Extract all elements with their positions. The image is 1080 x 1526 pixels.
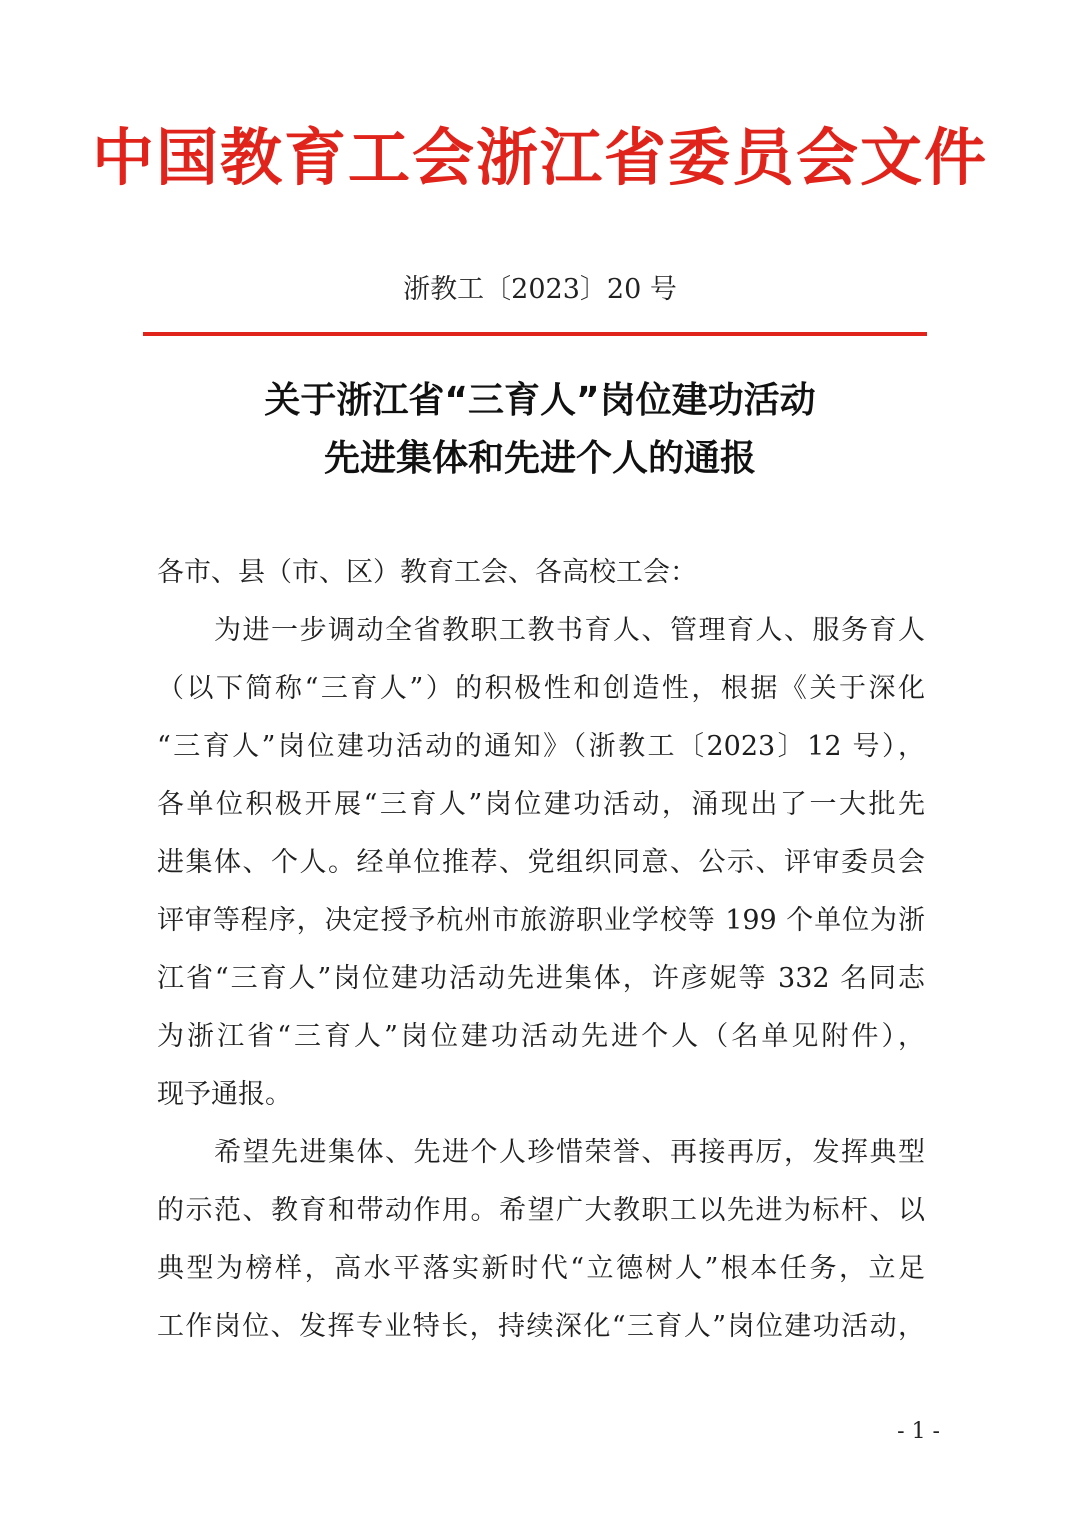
document-body [157, 544, 925, 1356]
paragraph-line: 江省“三育人”岗位建功活动先进集体，许彦妮等 332 名同志 [157, 963, 925, 994]
paragraph-line: 典型为榜样，高水平落实新时代“立德树人”根本任务，立足 [157, 1253, 925, 1284]
document-number: 浙教工〔2023〕20 号 [403, 274, 677, 305]
paragraph-line: 评审等程序，决定授予杭州市旅游职业学校等 199 个单位为浙 [157, 905, 925, 936]
paragraph-2 [157, 1124, 925, 1356]
paragraph-1 [157, 602, 925, 1124]
title-line-2: 先进集体和先进个人的通报 [323, 438, 756, 479]
paragraph-line: （以下简称“三育人”）的积极性和创造性，根据《关于深化 [157, 673, 925, 704]
paragraph-line: 工作岗位、发挥专业特长，持续深化“三育人”岗位建功活动， [157, 1311, 925, 1342]
document-title [0, 372, 1080, 488]
paragraph-line: 为进一步调动全省教职工教书育人、管理育人、服务育人 [157, 615, 925, 646]
red-separator-line [143, 332, 927, 336]
paragraph-line: 的示范、教育和带动作用。希望广大教职工以先进为标杆、以 [157, 1195, 925, 1226]
paragraph-line: 希望先进集体、先进个人珍惜荣誉、再接再厉，发挥典型 [157, 1137, 925, 1168]
paragraph-line: 各单位积极开展“三育人”岗位建功活动，涌现出了一大批先 [157, 789, 925, 820]
paragraph-line: “三育人”岗位建功活动的通知》（浙教工〔2023〕12 号）， [157, 731, 925, 762]
document-masthead: 中国教育工会浙江省委员会文件 [91, 121, 988, 194]
salutation: 各市、县（市、区）教育工会、各高校工会： [157, 557, 697, 588]
page-number: - 1 - [897, 1419, 940, 1444]
paragraph-line: 现予通报。 [157, 1079, 292, 1110]
title-line-1: 关于浙江省“三育人”岗位建功活动 [264, 380, 816, 421]
paragraph-line: 进集体、个人。经单位推荐、党组织同意、公示、评审委员会 [157, 847, 925, 878]
paragraph-line: 为浙江省“三育人”岗位建功活动先进个人（名单见附件）， [157, 1021, 925, 1052]
